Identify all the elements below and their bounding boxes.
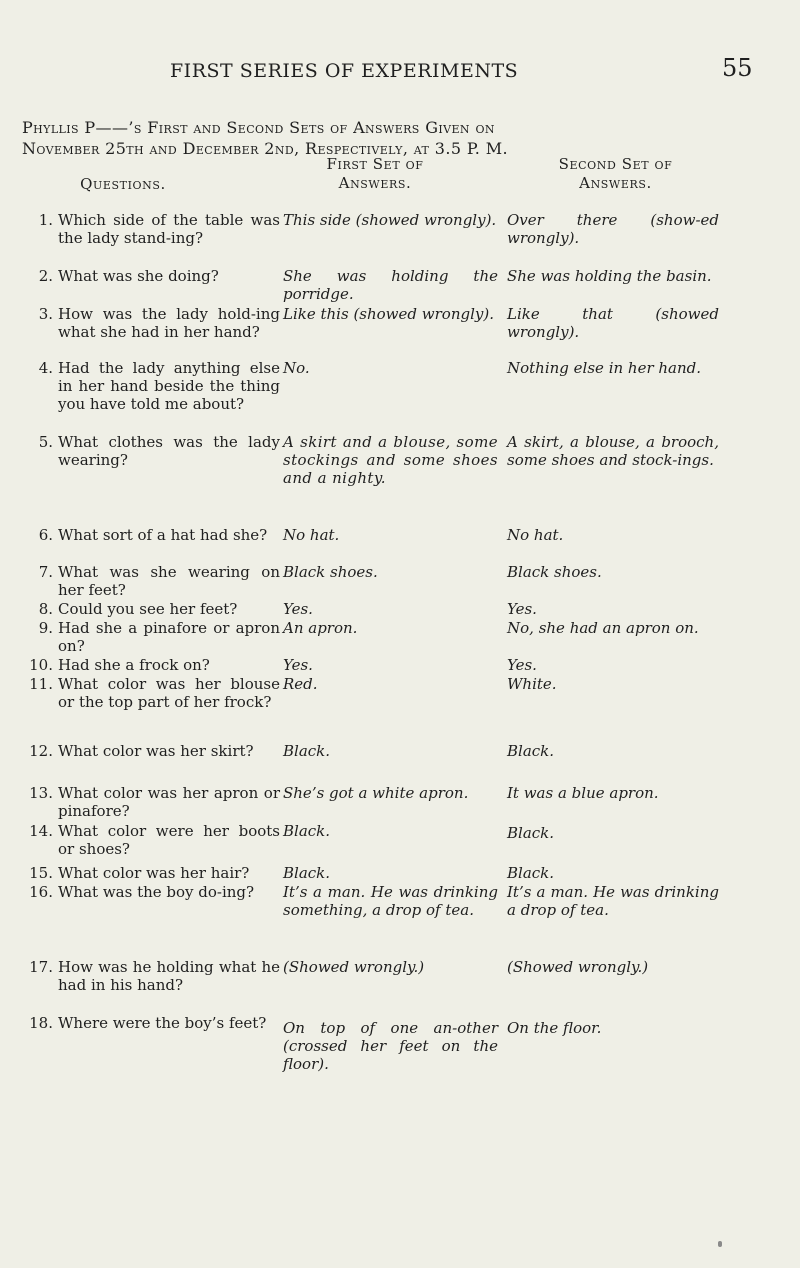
row-6-question: What sort of a hat had she? (58, 526, 268, 544)
row-9-question: Had she a pinafore or apron on? (58, 619, 280, 655)
second-set-header-line-2: Answers. (579, 174, 652, 192)
row-11-question: What color was her blouse or the top part of her frock? (58, 675, 280, 711)
row-9-first-answer: An apron. (283, 619, 358, 637)
running-title: FIRST SERIES OF EXPERIMENTS (170, 60, 519, 82)
row-12-number: 12. (29, 742, 53, 760)
row-4-second-answer: Nothing else in her hand. (507, 359, 702, 377)
row-8-number: 8. (38, 600, 53, 618)
row-5-first-answer: A skirt and a blouse, some stockings and some shoes and a nighty. (283, 433, 498, 487)
row-8-second-answer: Yes. (507, 600, 537, 618)
row-7-first-answer: Black shoes. (283, 563, 378, 581)
row-11-second-answer: White. (507, 675, 557, 693)
row-14-second-answer: Black. (507, 824, 555, 842)
questions-column-header (28, 175, 218, 194)
first-set-header-line-2: Answers. (338, 174, 412, 192)
row-6-first-answer: No hat. (283, 526, 340, 544)
row-7-question: What was she wearing on her feet? (58, 563, 280, 599)
row-15-first-answer: Black. (283, 864, 331, 882)
row-4-question: Had the lady anything else in her hand beside the thing you have told me about? (58, 359, 280, 413)
row-1-second-answer: Over there (show-ed wrongly). (507, 211, 719, 247)
row-16-question: What was the boy do-ing? (58, 883, 255, 901)
row-17-question: How was he holding what he had in his hand? (58, 958, 280, 994)
row-8-first-answer: Yes. (283, 600, 313, 618)
row-15-number: 15. (29, 864, 53, 882)
row-12-first-answer: Black. (283, 742, 331, 760)
row-14-number: 14. (29, 822, 53, 840)
page-number: 55 (722, 54, 753, 82)
row-14-first-answer: Black. (283, 822, 331, 840)
first-set-header-line-1: First Set of (326, 155, 424, 173)
row-16-second-answer: It’s a man. He was drinking a drop of tea. (507, 883, 719, 919)
row-3-second-answer: Like that (showed wrongly). (507, 305, 719, 341)
row-5-second-answer: A skirt, a blouse, a brooch, some shoes and stock-ings. (507, 433, 719, 469)
questions-header-text: Questions. (80, 175, 166, 193)
row-9-number: 9. (38, 619, 53, 637)
row-16-number: 16. (29, 883, 53, 901)
row-17-second-answer: (Showed wrongly.) (507, 958, 649, 976)
row-18-number: 18. (29, 1014, 53, 1032)
row-10-first-answer: Yes. (283, 656, 313, 674)
row-17-first-answer: (Showed wrongly.) (283, 958, 425, 976)
row-2-number: 2. (38, 267, 53, 285)
row-16-first-answer: It’s a man. He was drinking something, a drop of tea. (283, 883, 498, 919)
row-13-second-answer: It was a blue apron. (507, 784, 659, 802)
row-8-question: Could you see her feet? (58, 600, 238, 618)
row-12-question: What color was her skirt? (58, 742, 254, 760)
row-6-number: 6. (38, 526, 53, 544)
row-6-second-answer: No hat. (507, 526, 564, 544)
row-3-first-answer: Like this (showed wrongly). (283, 305, 494, 323)
row-10-question: Had she a frock on? (58, 656, 210, 674)
row-1-question: Which side of the table was the lady stand-ing? (58, 211, 280, 247)
caption-line-1: Phyllis P——’s First and Second Sets of Answers Given on (22, 118, 495, 137)
row-1-number: 1. (38, 211, 53, 229)
first-set-column-header (280, 155, 470, 193)
second-set-header-line-1: Second Set of (558, 155, 673, 173)
row-17-number: 17. (29, 958, 53, 976)
table-caption (22, 117, 782, 159)
row-15-question: What color was her hair? (58, 864, 250, 882)
row-2-first-answer: She was holding the porridge. (283, 267, 498, 303)
row-1-first-answer: This side (showed wrongly). (283, 211, 497, 229)
row-7-second-answer: Black shoes. (507, 563, 602, 581)
row-11-first-answer: Red. (283, 675, 318, 693)
running-head (0, 54, 800, 90)
row-9-second-answer: No, she had an apron on. (507, 619, 699, 637)
row-5-question: What clothes was the lady wearing? (58, 433, 280, 469)
caption-line-2: November 25th and December 2nd, Respectively, at 3.5 P. M. (22, 139, 509, 158)
row-18-second-answer: On the floor. (507, 1019, 602, 1037)
row-3-question: How was the lady hold-ing what she had in her hand? (58, 305, 280, 341)
row-4-first-answer: No. (283, 359, 310, 377)
row-13-question: What color was her apron or pinafore? (58, 784, 280, 820)
row-2-second-answer: She was holding the basin. (507, 267, 712, 285)
row-13-first-answer: She’s got a white apron. (283, 784, 469, 802)
row-12-second-answer: Black. (507, 742, 555, 760)
row-13-number: 13. (29, 784, 53, 802)
row-18-first-answer: On top of one an-other (crossed her feet on the floor). (283, 1019, 498, 1073)
row-10-second-answer: Yes. (507, 656, 537, 674)
row-14-question: What color were her boots or shoes? (58, 822, 280, 858)
row-18-question: Where were the boy’s feet? (58, 1014, 267, 1032)
row-11-number: 11. (29, 675, 53, 693)
row-2-question: What was she doing? (58, 267, 219, 285)
ink-speck (718, 1241, 722, 1247)
row-4-number: 4. (38, 359, 53, 377)
row-15-second-answer: Black. (507, 864, 555, 882)
row-3-number: 3. (38, 305, 53, 323)
second-set-column-header (508, 155, 723, 193)
row-5-number: 5. (38, 433, 53, 451)
row-7-number: 7. (38, 563, 53, 581)
row-10-number: 10. (29, 656, 53, 674)
